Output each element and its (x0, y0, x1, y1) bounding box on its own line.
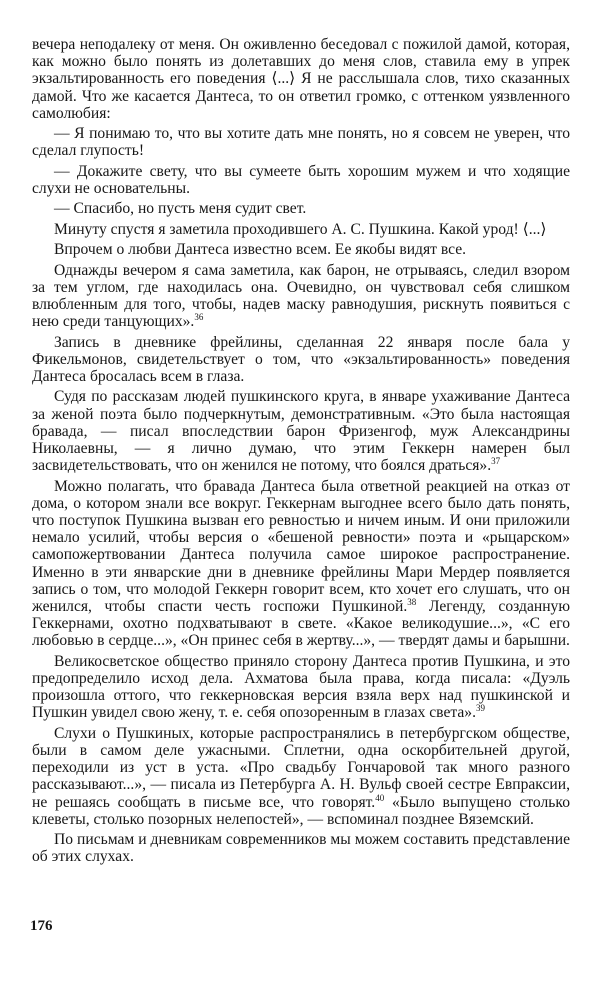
footnote-marker: 38 (407, 596, 417, 607)
footnote-marker: 36 (194, 312, 204, 323)
paragraph (32, 478, 570, 650)
page-number: 176 (30, 918, 53, 934)
paragraph-text: Слухи о Пушкиных, которые распространялись в петербургском обществе, были в самом деле ужасными. Сплетни, одна оскорбительней другой, переходили из уст в уста. «Про свадьбу Гончаровой так много разного рассказывают...», — писала из Петербурга А. Н. Вульф своей сестре Евпраксии, не решаясь сообщать в письме все, что говорят. (32, 724, 570, 811)
paragraph: — Я понимаю то, что вы хотите дать мне понять, но я совсем не уверен, что сделал глупость! (32, 125, 570, 160)
paragraph-text: Великосветское общество приняло сторону Дантеса против Пушкина, и это предопределило исход дела. Ахматова была права, когда писала: «Дуэль произошла оттого, что геккерновская версия взяла верх над пушкинской и Пушкин увидел свою жену, т. е. себя опозоренным в глазах света». (32, 652, 570, 722)
paragraph: По письмам и дневникам современников мы можем составить представление об этих слухах. (32, 831, 570, 866)
paragraph: Впрочем о любви Дантеса известно всем. Ее якобы видят все. (54, 241, 467, 259)
paragraph: вечера неподалеку от меня. Он оживленно беседовал с пожилой дамой, которая, как можно было понять из долетавших до меня слов, ставила ему в упрек экзальтированность его поведения ⟨...⟩ Я не расслышала слов, тихо сказанных дамой. Что же касается Дантеса, то он ответил громко, с оттенком уязвленного самолюбия: (32, 36, 570, 122)
paragraph: Запись в дневнике фрейлины, сделанная 22 января после бала у Фикельмонов, свидетельствует о том, что «экзальтированность» поведения Дантеса бросалась всем в глаза. (32, 333, 570, 385)
paragraph-text: Можно полагать, что бравада Дантеса была ответной реакцией на отказ от дома, о котором знали все вокруг. Геккернам выгоднее всего было дать понять, что поступок Пушкина вызван его ревностью и ничем иным. И они приложили немало усилий, чтобы версия о «бешеной ревности» поэта и «рыцарском» самопожертвовании Дантеса получила самое широкое распространение. Именно в эти январские дни в дневнике фрейлины Мари Мердер появляется запись о том, что молодой Геккерн говорит всем, кто хочет его слушать, что он женился, чтобы спасти честь госпожи Пушкиной. (32, 477, 570, 615)
paragraph: — Спасибо, но пусть меня судит свет. (54, 200, 307, 218)
paragraph-text: Однажды вечером я сама заметила, как барон, не отрываясь, следил взором за тем углом, где находилась она. Очевидно, он чувствовал себя слишком влюбленным для того, чтобы, надев маску равнодушия, рискнуть появиться с нею среди танцующих». (32, 261, 570, 331)
paragraph-text-continued: «Было выпущено столько клеветы, столько позорных нелепостей», — вспоминал позднее Вяземский. (32, 793, 570, 828)
footnote-marker: 37 (491, 456, 501, 467)
paragraph (32, 262, 570, 331)
footnote-marker: 40 (375, 792, 385, 803)
footnote-marker: 39 (476, 703, 486, 714)
paragraph (32, 725, 570, 828)
paragraph: — Докажите свету, что вы сумеете быть хорошим мужем и что ходящие слухи не основательны. (32, 162, 570, 197)
paragraph: Минуту спустя я заметила проходившего А. С. Пушкина. Какой урод! ⟨...⟩ (54, 220, 547, 238)
paragraph-text: Судя по рассказам людей пушкинского круга, в январе ухаживание Дантеса за женой поэта было подчеркнутым, демонстративным. «Это была настоящая бравада, — писал впоследствии барон Фризенгоф, муж Александрины Николаевны, — я лично думаю, что этим Геккерн намерен был засвидетельствовать, что он женился не потому, что боялся драться». (32, 388, 570, 475)
paragraph (32, 388, 570, 474)
paragraph (32, 653, 570, 722)
body-text (32, 36, 570, 869)
paragraph-text-continued: Легенду, созданную Геккернами, охотно подхватывают в свете. «Какое великодушие...», «С его любовью в сердце...», «Он принес себя в жертву...», — твердят дамы и барышни. (32, 597, 570, 650)
